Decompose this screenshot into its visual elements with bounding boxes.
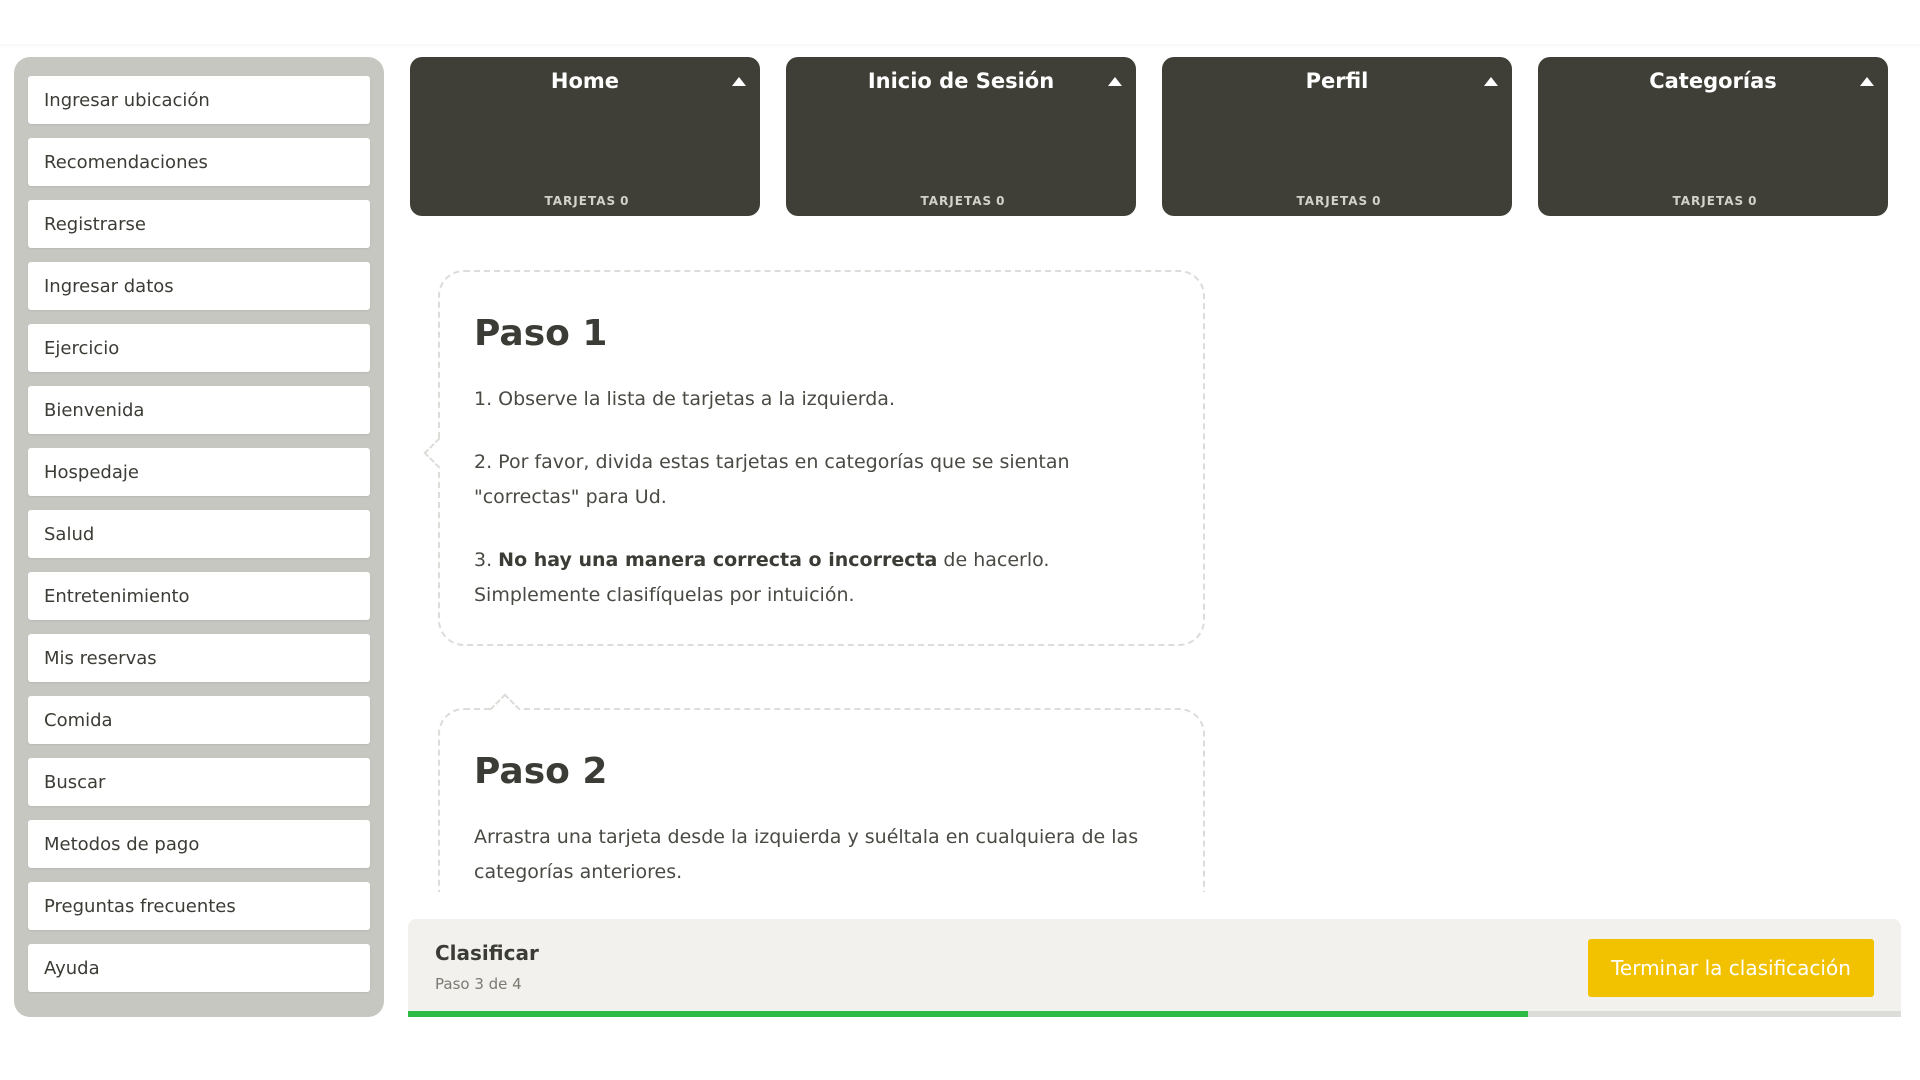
count-value: 0 <box>996 194 1006 208</box>
step-title: Paso 2 <box>474 751 608 792</box>
instruction-step-2 <box>438 708 1205 892</box>
card-item[interactable]: Ejercicio <box>28 324 370 372</box>
card-item[interactable]: Comida <box>28 696 370 744</box>
card-item[interactable]: Ingresar datos <box>28 262 370 310</box>
count-label: TARJETAS <box>1672 194 1745 208</box>
footer-bar <box>408 919 1901 1017</box>
card-item[interactable]: Buscar <box>28 758 370 806</box>
category-title: Inicio de Sesión <box>867 69 1055 93</box>
collapse-caret-icon[interactable] <box>1860 77 1874 86</box>
card-list <box>14 57 384 1017</box>
instructions-area[interactable] <box>410 230 1910 892</box>
card-item[interactable]: Bienvenida <box>28 386 370 434</box>
card-item[interactable]: Salud <box>28 510 370 558</box>
category-title: Categorías <box>1649 69 1777 93</box>
card-item[interactable]: Ayuda <box>28 944 370 992</box>
progress-bar-fill <box>408 1011 1528 1017</box>
category-home[interactable] <box>410 57 760 216</box>
card-item[interactable]: Metodos de pago <box>28 820 370 868</box>
step-item-suffix: de hacerlo. Simplemente clasifíquelas por intuición. <box>474 549 1050 606</box>
collapse-caret-icon[interactable] <box>732 77 746 86</box>
category-card-count <box>786 194 1136 208</box>
finish-sorting-button[interactable]: Terminar la clasificación <box>1588 939 1874 997</box>
progress-bar <box>408 1011 1901 1017</box>
bubble-pointer <box>423 437 454 468</box>
step-item-prefix: 3. <box>474 549 499 571</box>
count-label: TARJETAS <box>1296 194 1369 208</box>
collapse-caret-icon[interactable] <box>1484 77 1498 86</box>
step-item: Arrastra una tarjeta desde la izquierda y suéltala en cualquiera de las categorías anteriores. <box>474 826 1139 883</box>
count-label: TARJETAS <box>920 194 993 208</box>
card-item[interactable]: Ingresar ubicación <box>28 76 370 124</box>
footer-title: Clasificar <box>435 941 539 965</box>
card-item[interactable]: Preguntas frecuentes <box>28 882 370 930</box>
step-item <box>474 543 1169 613</box>
instruction-step-1 <box>438 270 1205 646</box>
count-label: TARJETAS <box>544 194 617 208</box>
collapse-caret-icon[interactable] <box>1108 77 1122 86</box>
card-item[interactable]: Registrarse <box>28 200 370 248</box>
step-item: 1. Observe la lista de tarjetas a la izquierda. <box>474 388 895 410</box>
bubble-pointer <box>489 693 520 724</box>
step-item: 2. Por favor, divida estas tarjetas en categorías que se sientan "correctas" para Ud. <box>474 451 1070 508</box>
count-value: 0 <box>1372 194 1382 208</box>
step-title: Paso 1 <box>474 313 608 354</box>
category-perfil[interactable] <box>1162 57 1512 216</box>
category-inicio-de-sesion[interactable] <box>786 57 1136 216</box>
category-card-count <box>1162 194 1512 208</box>
step-item-emphasis: No hay una manera correcta o incorrecta <box>498 549 938 571</box>
count-value: 0 <box>620 194 630 208</box>
top-bar <box>0 0 1920 44</box>
footer-step: Paso 3 de 4 <box>435 975 522 993</box>
category-card-count <box>410 194 760 208</box>
card-item[interactable]: Mis reservas <box>28 634 370 682</box>
category-title: Perfil <box>1305 69 1369 93</box>
count-value: 0 <box>1748 194 1758 208</box>
card-item[interactable]: Hospedaje <box>28 448 370 496</box>
card-item[interactable]: Entretenimiento <box>28 572 370 620</box>
category-title: Home <box>550 69 620 93</box>
category-row <box>410 57 1890 217</box>
category-card-count <box>1538 194 1888 208</box>
card-item[interactable]: Recomendaciones <box>28 138 370 186</box>
category-categorias[interactable] <box>1538 57 1888 216</box>
